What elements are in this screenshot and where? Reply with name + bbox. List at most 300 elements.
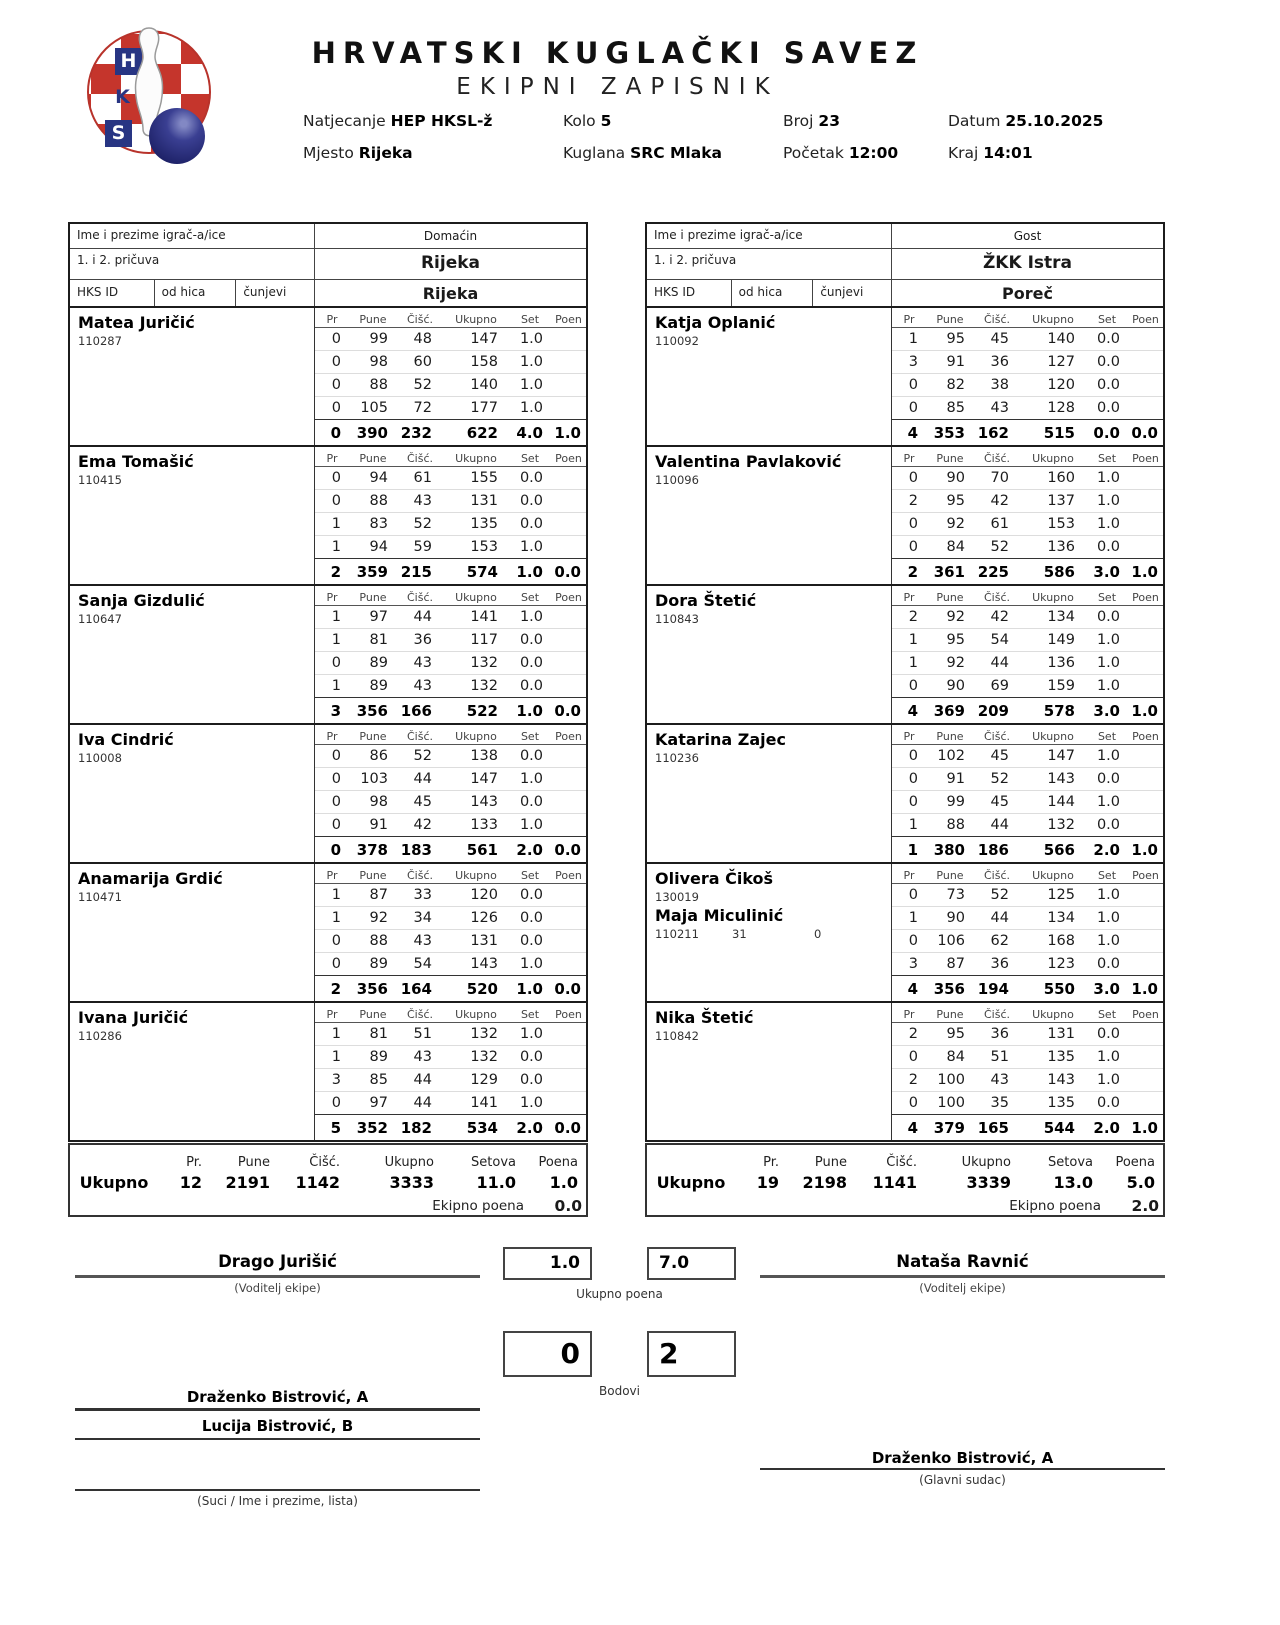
player-block bbox=[70, 308, 586, 445]
score-column-label: Pr bbox=[903, 730, 915, 743]
logo-letter-h: H bbox=[115, 48, 142, 75]
score-cell: 0 bbox=[908, 539, 918, 555]
table-header-row bbox=[70, 249, 586, 280]
totals-value: 11.0 bbox=[476, 1173, 516, 1192]
player-id: 110842 bbox=[655, 1029, 699, 1043]
score-column-label: Ukupno bbox=[1032, 1008, 1074, 1021]
score-total-row bbox=[315, 976, 586, 1001]
score-row bbox=[892, 791, 1163, 814]
score-cell: 88 bbox=[946, 817, 965, 833]
score-cell: 131 bbox=[470, 493, 498, 509]
score-cell: 0.0 bbox=[1096, 817, 1120, 833]
home-totals-box bbox=[68, 1143, 588, 1217]
score-cell: 52 bbox=[990, 539, 1009, 555]
score-cell: 0 bbox=[331, 817, 341, 833]
score-cell: 0.0 bbox=[1096, 377, 1120, 393]
score-cell: 0 bbox=[331, 377, 341, 393]
score-row bbox=[315, 397, 586, 420]
score-total-cell: 2.0 bbox=[1093, 1118, 1120, 1137]
score-columns-header bbox=[315, 1003, 586, 1023]
score-total-cell: 164 bbox=[400, 979, 432, 998]
totals-row-label: Ukupno bbox=[79, 1173, 149, 1192]
score-row bbox=[315, 351, 586, 374]
home-manager-label: (Voditelj ekipe) bbox=[234, 1280, 321, 1295]
score-cell: 155 bbox=[470, 470, 498, 486]
player-id: 110287 bbox=[78, 334, 122, 348]
score-column-label: Pune bbox=[359, 869, 387, 882]
score-cell: 1.0 bbox=[1096, 470, 1120, 486]
score-cell: 0 bbox=[331, 331, 341, 347]
player-block bbox=[70, 584, 586, 723]
guest-team-table bbox=[645, 222, 1165, 1142]
score-cell: 81 bbox=[369, 632, 388, 648]
player-id: 110092 bbox=[655, 334, 699, 348]
score-cell: 61 bbox=[413, 470, 432, 486]
score-cell: 88 bbox=[369, 493, 388, 509]
score-column-label: Poen bbox=[1132, 1008, 1159, 1021]
main-referee-line bbox=[760, 1468, 1165, 1470]
totals-column-label: Setova bbox=[471, 1155, 516, 1170]
score-row bbox=[315, 467, 586, 490]
score-cell: 92 bbox=[946, 655, 965, 671]
score-row bbox=[315, 675, 586, 698]
score-cell: 1 bbox=[908, 817, 918, 833]
team-name: ŽKK Istra bbox=[982, 253, 1073, 273]
info-kolo: Kolo 5 bbox=[563, 112, 612, 130]
role-label: Domaćin bbox=[423, 229, 478, 243]
player-block bbox=[70, 723, 586, 862]
score-total-row bbox=[892, 698, 1163, 723]
score-total-cell: 4 bbox=[907, 979, 918, 998]
score-cell: 54 bbox=[413, 956, 432, 972]
score-cell: 147 bbox=[470, 771, 498, 787]
score-total-cell: 225 bbox=[977, 562, 1009, 581]
signature-line bbox=[760, 1275, 1165, 1278]
guest-total-points-box: 7.0 bbox=[647, 1247, 736, 1280]
referee-1-name: Draženko Bistrović, A bbox=[186, 1388, 369, 1406]
score-row bbox=[315, 328, 586, 351]
club-name: Rijeka bbox=[422, 284, 479, 303]
score-total-cell: 544 bbox=[1043, 1118, 1075, 1137]
score-column-label: Ukupno bbox=[1032, 313, 1074, 326]
info-broj: Broj 23 bbox=[783, 112, 840, 130]
totals-value: 1142 bbox=[295, 1173, 340, 1192]
table-header-row bbox=[70, 224, 586, 249]
score-cell: 153 bbox=[470, 539, 498, 555]
score-total-cell: 378 bbox=[356, 840, 388, 859]
score-row bbox=[892, 652, 1163, 675]
score-cell: 0 bbox=[331, 655, 341, 671]
score-cell: 1.0 bbox=[1096, 794, 1120, 810]
player-name: Nika Štetić bbox=[655, 1008, 754, 1027]
score-cell: 1.0 bbox=[1096, 655, 1120, 671]
score-cell: 89 bbox=[369, 678, 388, 694]
player-name: Katarina Zajec bbox=[655, 730, 786, 749]
score-column-label: Pr bbox=[903, 313, 915, 326]
score-row bbox=[892, 397, 1163, 420]
score-cell: 60 bbox=[413, 354, 432, 370]
score-row bbox=[892, 606, 1163, 629]
home-total-points-box: 1.0 bbox=[503, 1247, 592, 1280]
info-mjesto: Mjesto Rijeka bbox=[303, 144, 413, 162]
score-cell: 0.0 bbox=[519, 632, 543, 648]
score-cell: 1.0 bbox=[1096, 1072, 1120, 1088]
score-cell: 1.0 bbox=[1096, 1049, 1120, 1065]
score-cell: 3 bbox=[908, 354, 918, 370]
score-cell: 94 bbox=[369, 539, 388, 555]
score-cell: 97 bbox=[369, 1095, 388, 1111]
score-row bbox=[892, 907, 1163, 930]
score-total-cell: 520 bbox=[466, 979, 498, 998]
score-column-label: Ukupno bbox=[455, 313, 497, 326]
score-cell: 43 bbox=[990, 1072, 1009, 1088]
score-columns-header bbox=[315, 308, 586, 328]
score-cell: 134 bbox=[1047, 609, 1075, 625]
totals-value: 2191 bbox=[225, 1173, 270, 1192]
score-column-label: Pr bbox=[903, 1008, 915, 1021]
score-total-cell: 2.0 bbox=[516, 840, 543, 859]
score-column-label: Poen bbox=[555, 313, 582, 326]
score-row bbox=[892, 490, 1163, 513]
score-total-cell: 1.0 bbox=[516, 979, 543, 998]
score-cell: 2 bbox=[908, 1072, 918, 1088]
score-column-label: Ukupno bbox=[1032, 591, 1074, 604]
totals-value: 19 bbox=[756, 1173, 779, 1192]
score-column-label: Čišć. bbox=[406, 730, 433, 743]
score-cell: 0.0 bbox=[519, 1072, 543, 1088]
score-column-label: Čišć. bbox=[983, 313, 1010, 326]
score-row bbox=[315, 629, 586, 652]
score-cell: 1 bbox=[908, 655, 918, 671]
score-cell: 132 bbox=[470, 655, 498, 671]
score-total-cell: 0.0 bbox=[554, 562, 581, 581]
player-block bbox=[70, 445, 586, 584]
score-total-cell: 566 bbox=[1043, 840, 1075, 859]
player-name: Dora Štetić bbox=[655, 591, 757, 610]
score-columns-header bbox=[892, 586, 1163, 606]
score-cell: 1.0 bbox=[1096, 748, 1120, 764]
score-row bbox=[892, 1023, 1163, 1046]
score-total-cell: 515 bbox=[1043, 423, 1075, 442]
score-cell: 1.0 bbox=[519, 609, 543, 625]
score-total-cell: 0 bbox=[330, 840, 341, 859]
score-cell: 1.0 bbox=[1096, 887, 1120, 903]
score-cell: 95 bbox=[946, 331, 965, 347]
score-cell: 92 bbox=[946, 609, 965, 625]
score-cell: 129 bbox=[470, 1072, 498, 1088]
score-total-cell: 1.0 bbox=[554, 423, 581, 442]
score-row bbox=[315, 745, 586, 768]
score-cell: 44 bbox=[413, 1072, 432, 1088]
score-column-label: Set bbox=[1097, 869, 1117, 882]
score-cell: 0 bbox=[331, 493, 341, 509]
score-cell: 43 bbox=[413, 1049, 432, 1065]
score-cell: 42 bbox=[990, 609, 1009, 625]
totals-column-label: Ukupno bbox=[961, 1155, 1011, 1170]
cunjevi-header: čunjevi bbox=[243, 285, 287, 299]
score-cell: 45 bbox=[990, 794, 1009, 810]
club-name: Poreč bbox=[1002, 284, 1053, 303]
home-manager-name: Drago Jurišić bbox=[218, 1252, 337, 1271]
score-cell: 132 bbox=[470, 1026, 498, 1042]
totals-value: 2198 bbox=[802, 1173, 847, 1192]
totals-column-label: Čišć. bbox=[886, 1155, 917, 1170]
score-cell: 99 bbox=[369, 331, 388, 347]
guest-manager-signature bbox=[760, 1252, 1165, 1295]
score-cell: 45 bbox=[413, 794, 432, 810]
referee-2-name: Lucija Bistrović, B bbox=[201, 1417, 354, 1435]
score-total-cell: 2 bbox=[330, 562, 341, 581]
score-row bbox=[315, 513, 586, 536]
score-column-label: Poen bbox=[1132, 869, 1159, 882]
main-referee-name: Draženko Bistrović, A bbox=[871, 1449, 1054, 1467]
score-column-label: Poen bbox=[555, 730, 582, 743]
score-cell: 43 bbox=[413, 933, 432, 949]
score-cell: 0.0 bbox=[519, 933, 543, 949]
score-total-cell: 353 bbox=[933, 423, 965, 442]
score-cell: 73 bbox=[946, 887, 965, 903]
score-total-cell: 1.0 bbox=[1131, 701, 1158, 720]
score-total-cell: 1 bbox=[907, 840, 918, 859]
score-cell: 91 bbox=[369, 817, 388, 833]
score-cell: 51 bbox=[413, 1026, 432, 1042]
score-cell: 52 bbox=[413, 748, 432, 764]
score-cell: 38 bbox=[990, 377, 1009, 393]
guest-totals-box bbox=[645, 1143, 1165, 1217]
score-cell: 0.0 bbox=[1096, 1095, 1120, 1111]
name-column-header: Ime i prezime igrač-a/ice bbox=[647, 224, 892, 248]
score-total-cell: 215 bbox=[400, 562, 432, 581]
score-cell: 0.0 bbox=[519, 887, 543, 903]
score-column-label: Poen bbox=[555, 591, 582, 604]
referee-line bbox=[75, 1438, 480, 1440]
player-id: 110415 bbox=[78, 473, 122, 487]
score-cell: 106 bbox=[937, 933, 965, 949]
score-column-label: Pune bbox=[359, 1008, 387, 1021]
player-name: Anamarija Grdić bbox=[78, 869, 223, 888]
main-referee-label: (Glavni sudac) bbox=[919, 1473, 1006, 1487]
score-cell: 127 bbox=[1047, 354, 1075, 370]
score-column-label: Poen bbox=[1132, 591, 1159, 604]
score-cell: 0 bbox=[908, 771, 918, 787]
score-row bbox=[315, 374, 586, 397]
score-cell: 35 bbox=[990, 1095, 1009, 1111]
info-kuglana: Kuglana SRC Mlaka bbox=[563, 144, 722, 162]
score-columns-header bbox=[892, 308, 1163, 328]
score-cell: 1.0 bbox=[1096, 516, 1120, 532]
score-cell: 44 bbox=[990, 910, 1009, 926]
score-row bbox=[315, 1092, 586, 1115]
score-total-cell: 356 bbox=[933, 979, 965, 998]
score-cell: 1.0 bbox=[1096, 678, 1120, 694]
player-id: 110647 bbox=[78, 612, 122, 626]
score-row bbox=[892, 536, 1163, 559]
player-name: Iva Cindrić bbox=[78, 730, 174, 749]
score-columns-header bbox=[315, 725, 586, 745]
score-total-cell: 166 bbox=[400, 701, 432, 720]
score-column-label: Pr bbox=[326, 591, 338, 604]
score-cell: 0 bbox=[908, 887, 918, 903]
score-cell: 1.0 bbox=[519, 956, 543, 972]
score-cell: 135 bbox=[1047, 1095, 1075, 1111]
score-cell: 0 bbox=[908, 470, 918, 486]
score-cell: 132 bbox=[470, 678, 498, 694]
score-row bbox=[892, 953, 1163, 976]
player-id: 130019 bbox=[655, 890, 699, 904]
score-cell: 0 bbox=[908, 748, 918, 764]
score-cell: 0 bbox=[908, 400, 918, 416]
score-row bbox=[315, 814, 586, 837]
score-row bbox=[315, 1023, 586, 1046]
referee-line bbox=[75, 1408, 480, 1411]
player-name: Matea Juričić bbox=[78, 313, 195, 332]
score-cell: 92 bbox=[946, 516, 965, 532]
score-total-cell: 4 bbox=[907, 423, 918, 442]
score-column-label: Čišć. bbox=[406, 1008, 433, 1021]
substitute-od-hica: 31 bbox=[732, 927, 747, 941]
score-cell: 0 bbox=[331, 470, 341, 486]
player-block bbox=[70, 862, 586, 1001]
score-cell: 83 bbox=[369, 516, 388, 532]
score-cell: 1 bbox=[331, 516, 341, 532]
score-cell: 126 bbox=[470, 910, 498, 926]
player-name: Olivera Čikoš bbox=[655, 869, 774, 888]
cunjevi-header: čunjevi bbox=[820, 285, 864, 299]
score-cell: 2 bbox=[908, 1026, 918, 1042]
player-block bbox=[70, 1001, 586, 1140]
score-total-cell: 361 bbox=[933, 562, 965, 581]
score-cell: 1.0 bbox=[519, 539, 543, 555]
score-cell: 0 bbox=[908, 678, 918, 694]
score-column-label: Set bbox=[1097, 591, 1117, 604]
reserve-header: 1. i 2. pričuva bbox=[647, 249, 892, 279]
score-cell: 141 bbox=[470, 609, 498, 625]
score-cell: 43 bbox=[413, 678, 432, 694]
score-cell: 153 bbox=[1047, 516, 1075, 532]
score-cell: 133 bbox=[470, 817, 498, 833]
score-cell: 52 bbox=[990, 887, 1009, 903]
score-total-cell: 194 bbox=[977, 979, 1009, 998]
info-datum: Datum 25.10.2025 bbox=[948, 112, 1104, 130]
score-total-row bbox=[892, 559, 1163, 584]
score-total-cell: 3.0 bbox=[1093, 701, 1120, 720]
hks-id-header: HKS ID bbox=[70, 280, 155, 306]
score-cell: 48 bbox=[413, 331, 432, 347]
score-columns-header bbox=[892, 725, 1163, 745]
player-block bbox=[647, 862, 1163, 1001]
player-block bbox=[647, 445, 1163, 584]
score-total-row bbox=[315, 420, 586, 445]
score-cell: 0 bbox=[908, 516, 918, 532]
score-cell: 123 bbox=[1047, 956, 1075, 972]
score-total-row bbox=[892, 837, 1163, 862]
score-cell: 3 bbox=[908, 956, 918, 972]
score-cell: 0.0 bbox=[1096, 1026, 1120, 1042]
od-hica-header: od hica bbox=[732, 280, 814, 306]
totals-column-label: Setova bbox=[1048, 1155, 1093, 1170]
score-cell: 1.0 bbox=[519, 377, 543, 393]
score-cell: 1 bbox=[908, 910, 918, 926]
score-cell: 0 bbox=[908, 1095, 918, 1111]
substitute-cunjevi: 0 bbox=[814, 927, 822, 941]
score-cell: 0 bbox=[331, 794, 341, 810]
score-cell: 147 bbox=[470, 331, 498, 347]
score-column-label: Čišć. bbox=[406, 591, 433, 604]
score-cell: 168 bbox=[1047, 933, 1075, 949]
score-cell: 1.0 bbox=[519, 1026, 543, 1042]
score-cell: 1 bbox=[331, 1026, 341, 1042]
score-cell: 143 bbox=[470, 794, 498, 810]
score-column-label: Set bbox=[1097, 1008, 1117, 1021]
score-cell: 1 bbox=[331, 632, 341, 648]
score-total-cell: 0.0 bbox=[554, 1118, 581, 1137]
score-cell: 89 bbox=[369, 1049, 388, 1065]
score-cell: 0 bbox=[331, 354, 341, 370]
score-cell: 0.0 bbox=[519, 678, 543, 694]
score-total-cell: 369 bbox=[933, 701, 965, 720]
totals-value: 3333 bbox=[389, 1173, 434, 1192]
score-cell: 105 bbox=[360, 400, 388, 416]
score-cell: 43 bbox=[990, 400, 1009, 416]
score-total-cell: 379 bbox=[933, 1118, 965, 1137]
score-cell: 90 bbox=[946, 678, 965, 694]
score-cell: 143 bbox=[1047, 1072, 1075, 1088]
score-row bbox=[892, 1092, 1163, 1115]
ukupno-poena-label: Ukupno poena bbox=[576, 1287, 663, 1301]
score-total-cell: 5 bbox=[330, 1118, 341, 1137]
score-column-label: Set bbox=[1097, 452, 1117, 465]
player-name: Katja Oplanić bbox=[655, 313, 776, 332]
score-total-cell: 0.0 bbox=[1093, 423, 1120, 442]
score-column-label: Pr bbox=[903, 591, 915, 604]
score-row bbox=[892, 768, 1163, 791]
score-total-cell: 359 bbox=[356, 562, 388, 581]
score-cell: 70 bbox=[990, 470, 1009, 486]
score-cell: 0.0 bbox=[519, 655, 543, 671]
score-cell: 1 bbox=[331, 1049, 341, 1065]
score-total-cell: 1.0 bbox=[516, 562, 543, 581]
score-cell: 36 bbox=[990, 956, 1009, 972]
score-cell: 100 bbox=[937, 1095, 965, 1111]
score-cell: 1.0 bbox=[1096, 933, 1120, 949]
score-total-cell: 1.0 bbox=[1131, 1118, 1158, 1137]
score-total-cell: 561 bbox=[466, 840, 498, 859]
score-row bbox=[892, 351, 1163, 374]
totals-value: 5.0 bbox=[1126, 1173, 1155, 1192]
totals-column-label: Pr. bbox=[763, 1155, 779, 1170]
score-column-label: Ukupno bbox=[455, 591, 497, 604]
player-id: 110471 bbox=[78, 890, 122, 904]
score-cell: 87 bbox=[369, 887, 388, 903]
score-column-label: Čišć. bbox=[983, 452, 1010, 465]
score-row bbox=[315, 791, 586, 814]
score-cell: 0.0 bbox=[519, 910, 543, 926]
score-column-label: Pune bbox=[936, 591, 964, 604]
score-column-label: Čišć. bbox=[983, 730, 1010, 743]
score-total-cell: 356 bbox=[356, 701, 388, 720]
score-cell: 136 bbox=[1047, 539, 1075, 555]
score-cell: 33 bbox=[413, 887, 432, 903]
score-cell: 85 bbox=[369, 1072, 388, 1088]
totals-column-label: Pune bbox=[814, 1155, 847, 1170]
score-cell: 132 bbox=[1047, 817, 1075, 833]
score-cell: 143 bbox=[470, 956, 498, 972]
score-columns-header bbox=[892, 864, 1163, 884]
score-cell: 36 bbox=[990, 1026, 1009, 1042]
score-cell: 34 bbox=[413, 910, 432, 926]
score-total-row bbox=[892, 420, 1163, 445]
player-id: 110286 bbox=[78, 1029, 122, 1043]
